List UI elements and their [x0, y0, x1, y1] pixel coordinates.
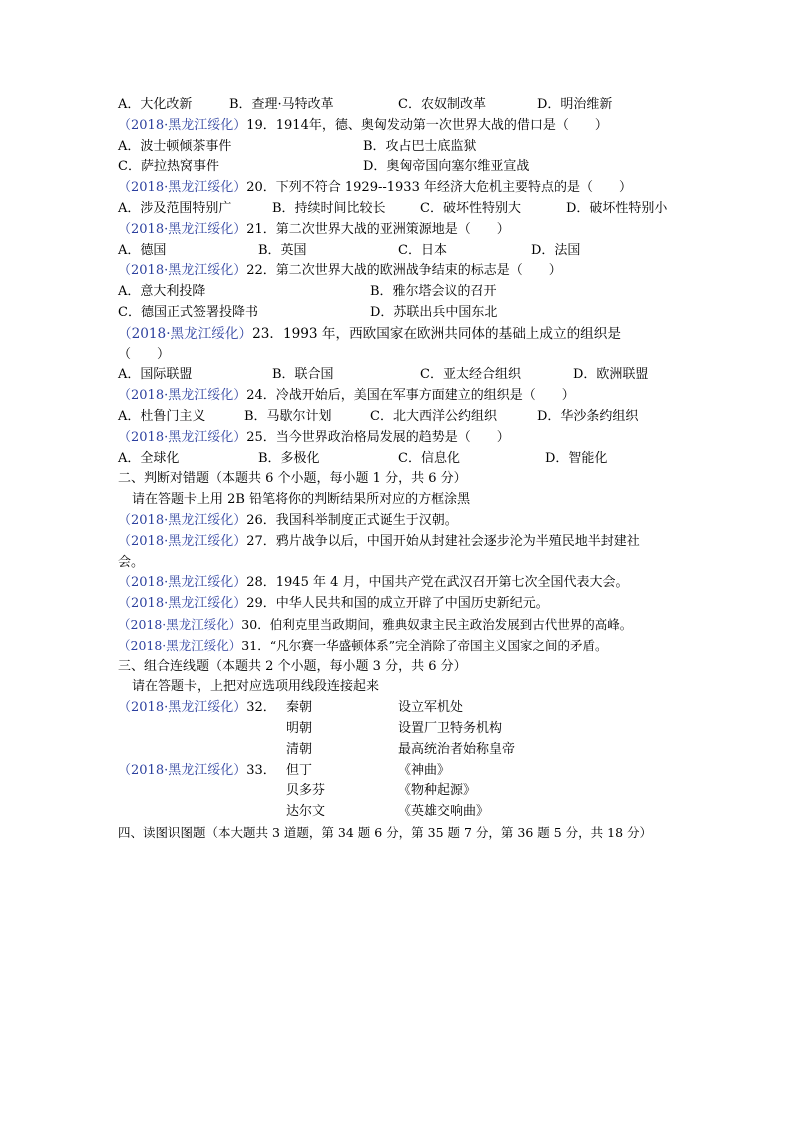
- q31: [118, 636, 678, 657]
- q25-option-a: A．全球化: [118, 450, 180, 466]
- q22-option-b: B．雅尔塔会议的召开: [370, 284, 497, 300]
- q24-stem: [118, 386, 678, 407]
- q22-option-a: A．意大利投降: [118, 284, 206, 300]
- q24-options: [118, 407, 678, 428]
- q20-stem: [118, 178, 678, 199]
- q23-option-c: C．亚太经合组织: [420, 367, 521, 383]
- q19-text: 19．1914年，德、奥匈发动第一次世界大战的借口是（ ）: [246, 117, 608, 133]
- q25-text: 25．当今世界政治格局发展的趋势是（ ）: [246, 429, 510, 445]
- q29-text: 29．中华人民共和国的成立开辟了中国历史新纪元。: [246, 596, 549, 612]
- q32-number: 32．: [246, 700, 276, 716]
- section3-heading: 三、组合连线题（本题共 2 个小题，每小题 3 分，共 6 分）: [118, 658, 467, 674]
- q32-source: （2018·黑龙江绥化）: [118, 700, 247, 716]
- q26-source: （2018·黑龙江绥化）: [118, 512, 247, 528]
- q23-answer-bracket: （ ）: [118, 346, 171, 362]
- q22-options-row1: [118, 282, 678, 303]
- q31-text: 31．“凡尔赛一华盛顿体系”完全消除了帝国主义国家之间的矛盾。: [241, 637, 608, 653]
- q22-option-c: C．德国正式签署投降书: [118, 304, 258, 320]
- q32-left-2: 明朝: [286, 720, 313, 736]
- q33-row2: [118, 781, 678, 802]
- q25-option-b: B．多极化: [258, 450, 320, 466]
- q24-option-d: D．华沙条约组织: [537, 408, 639, 424]
- q28: [118, 573, 678, 594]
- q21-option-b: B．英国: [258, 242, 307, 258]
- q18-option-d: D．明治维新: [537, 97, 613, 112]
- q26: [118, 511, 678, 532]
- q32-left-3: 清朝: [286, 741, 313, 757]
- q27: [118, 532, 678, 553]
- q27-text: 27．鸦片战争以后，中国开始从封建社会逐步沦为半殖民地半封建社: [246, 533, 640, 549]
- q23-stem: [118, 324, 678, 345]
- q20-source: （2018·黑龙江绥化）: [118, 180, 247, 196]
- q20-option-d: D．破坏性特别小: [566, 200, 668, 216]
- q23-option-a: A．国际联盟: [118, 367, 193, 383]
- q19-options-row2: [118, 157, 678, 178]
- q32-row3: [118, 740, 678, 761]
- q33-right-3: 《英雄交响曲》: [398, 804, 490, 820]
- q33-source: （2018·黑龙江绥化）: [118, 762, 247, 778]
- q33-right-2: 《物种起源》: [398, 783, 477, 799]
- q19-source: （2018·黑龙江绥化）: [118, 117, 247, 133]
- q32-row2: [118, 719, 678, 740]
- exam-page: [118, 95, 678, 844]
- q23-options: [118, 365, 678, 386]
- q21-option-d: D．法国: [531, 242, 581, 258]
- q20-options: [118, 199, 678, 220]
- q33-row1: [118, 761, 678, 782]
- section2-heading: 二、判断对错题（本题共 6 个小题，每小题 1 分，共 6 分）: [118, 471, 467, 487]
- q20-option-b: B．持续时间比较长: [272, 200, 386, 216]
- q24-option-c: C．北大西洋公约组织: [370, 408, 497, 424]
- q33-row3: [118, 802, 678, 823]
- q25-option-c: C．信息化: [398, 450, 460, 466]
- q22-option-d: D．苏联出兵中国东北: [370, 304, 498, 320]
- q25-option-d: D．智能化: [545, 450, 608, 466]
- q21-option-c: C．日本: [398, 242, 447, 258]
- q27-source: （2018·黑龙江绥化）: [118, 533, 247, 549]
- q22-source: （2018·黑龙江绥化）: [118, 263, 247, 279]
- q20-option-c: C．破坏性特别大: [420, 200, 521, 216]
- q19-option-a: A．波士顿倾茶事件: [118, 138, 232, 154]
- q23-source: （2018·黑龙江绥化）: [118, 325, 253, 342]
- q24-source: （2018·黑龙江绥化）: [118, 388, 247, 404]
- q20-option-a: A．涉及范围特别广: [118, 200, 232, 216]
- q29-source: （2018·黑龙江绥化）: [118, 596, 247, 612]
- q33-number: 33．: [246, 762, 276, 778]
- q33-left-1: 但丁: [286, 762, 313, 778]
- q32-right-3: 最高统治者始称皇帝: [398, 741, 516, 757]
- q24-option-b: B．马歇尔计划: [244, 408, 332, 424]
- q33-left-2: 贝多芬: [286, 783, 326, 799]
- q30-source: （2018·黑龙江绥化）: [118, 616, 242, 632]
- section3-instruction: 请在答题卡，上把对应选项用线段连接起来: [132, 679, 380, 695]
- q32-row1: [118, 698, 678, 719]
- q21-options: [118, 241, 678, 262]
- q22-options-row2: [118, 303, 678, 324]
- q19-option-d: D．奥匈帝国向塞尔维亚宣战: [363, 159, 530, 175]
- section2-instruction: 请在答题卡上用 2B 铅笔将你的判断结果所对应的方框涂黑: [132, 492, 471, 508]
- q23-option-b: B．联合国: [272, 367, 334, 383]
- q21-source: （2018·黑龙江绥化）: [118, 221, 247, 237]
- q33-left-3: 达尔文: [286, 804, 326, 820]
- q23-option-d: D．欧洲联盟: [573, 367, 649, 383]
- q25-stem: [118, 428, 678, 449]
- q22-stem: [118, 261, 678, 282]
- q32-right-1: 设立军机处: [398, 700, 464, 716]
- q24-text: 24．冷战开始后，美国在军事方面建立的组织是（ ）: [246, 388, 575, 404]
- q30-text: 30．伯利克里当政期间，雅典奴隶主民主政治发展到古代世界的高峰。: [241, 616, 633, 632]
- q20-text: 20．下列不符合 1929--1933 年经济大危机主要特点的是（ ）: [246, 180, 632, 196]
- q30: [118, 615, 678, 636]
- q33-right-1: 《神曲》: [398, 762, 451, 778]
- q23-stem-cont: [118, 345, 678, 366]
- q32-left-1: 秦朝: [286, 700, 313, 716]
- q26-text: 26．我国科举制度正式诞生于汉朝。: [246, 512, 458, 528]
- q28-text: 28．1945 年 4 月，中国共产党在武汉召开第七次全国代表大会。: [246, 575, 629, 591]
- q23-text: 23．1993 年，西欧国家在欧洲共同体的基础上成立的组织是: [252, 325, 621, 342]
- q18-option-a: A．大化改新: [118, 97, 193, 112]
- q18-option-b: B．查理·马特改革: [229, 97, 334, 112]
- q28-source: （2018·黑龙江绥化）: [118, 575, 247, 591]
- q19-option-b: B．攻占巴士底监狱: [363, 138, 477, 154]
- q27-cont: 会。: [118, 554, 145, 570]
- q18-options: [118, 95, 678, 116]
- q32-right-2: 设置厂卫特务机构: [398, 720, 503, 736]
- q25-source: （2018·黑龙江绥化）: [118, 429, 247, 445]
- q29: [118, 594, 678, 615]
- q18-option-c: C．农奴制改革: [398, 97, 486, 112]
- q21-option-a: A．德国: [118, 242, 167, 258]
- q31-source: （2018·黑龙江绥化）: [118, 637, 242, 653]
- section4-heading: 四、读图识图题（本大题共 3 道题，第 34 题 6 分，第 35 题 7 分，第 36 题 5 分，共 18 分）: [118, 824, 653, 840]
- q19-options-row1: [118, 137, 678, 158]
- q21-stem: [118, 220, 678, 241]
- q24-option-a: A．杜鲁门主义: [118, 408, 206, 424]
- q25-options: [118, 449, 678, 470]
- q19-option-c: C．萨拉热窝事件: [118, 159, 219, 175]
- q19-stem: [118, 116, 678, 137]
- q22-text: 22．第二次世界大战的欧洲战争结束的标志是（ ）: [246, 263, 562, 279]
- q21-text: 21．第二次世界大战的亚洲策源地是（ ）: [246, 221, 510, 237]
